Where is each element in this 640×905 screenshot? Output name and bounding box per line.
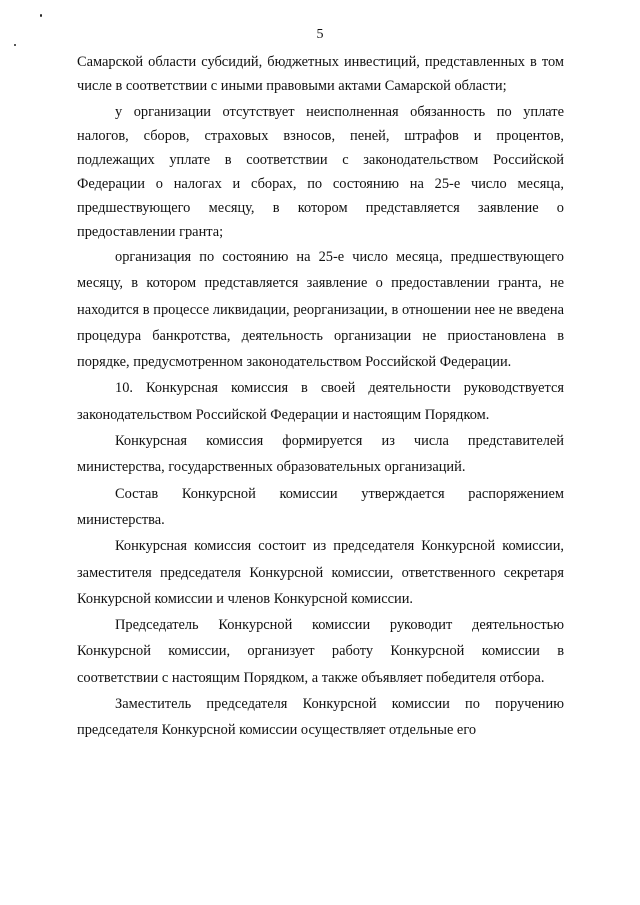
paragraph: Конкурсная комиссия формируется из числа представителей министерства, государственных образовательных организаций.: [77, 433, 564, 476]
document-body: [77, 50, 564, 744]
paragraph: Самарской области субсидий, бюджетных инвестиций, представленных в том числе в соответствии с иными правовыми актами Самарской области;: [77, 54, 564, 94]
page-number: 5: [316, 27, 324, 42]
paragraph: Состав Конкурсной комиссии утверждается распоряжением министерства.: [77, 485, 564, 528]
scan-speck: [14, 44, 16, 46]
scan-speck: [40, 14, 42, 17]
paragraph: 10. Конкурсная комиссия в своей деятельности руководствуется законодательством Российской Федерации и настоящим Порядком.: [77, 380, 564, 423]
paragraph: Заместитель председателя Конкурсной комиссии по поручению председателя Конкурсной комиссии осуществляет отдельные его: [77, 696, 564, 739]
paragraph: организация по состоянию на 25-е число месяца, предшествующего месяцу, в котором представляется заявление о предоставлении гранта, не находится в процессе ликвидации, реорганизации, в отношении нее не введена процедура банкротства, деятельность организации не приостановлена в порядке, предусмотренном законодательством Российской Федерации.: [77, 249, 564, 371]
paragraph: у организации отсутствует неисполненная обязанность по уплате налогов, сборов, страховых взносов, пеней, штрафов и процентов, подлежащих уплате в соответствии с законодательством Российской Федерации о налогах и сборах, по состоянию на 25-е число месяца, предшествующего месяцу, в котором представляется заявление о предоставлении гранта;: [77, 104, 564, 240]
paragraph: Конкурсная комиссия состоит из председателя Конкурсной комиссии, заместителя председателя Конкурсной комиссии, ответственного секретаря Конкурсной комиссии и членов Конкурсной комиссии.: [77, 538, 564, 607]
paragraph: Председатель Конкурсной комиссии руководит деятельностью Конкурсной комиссии, организует работу Конкурсной комиссии в соответствии с настоящим Порядком, а также объявляет победителя отбора.: [77, 617, 564, 686]
